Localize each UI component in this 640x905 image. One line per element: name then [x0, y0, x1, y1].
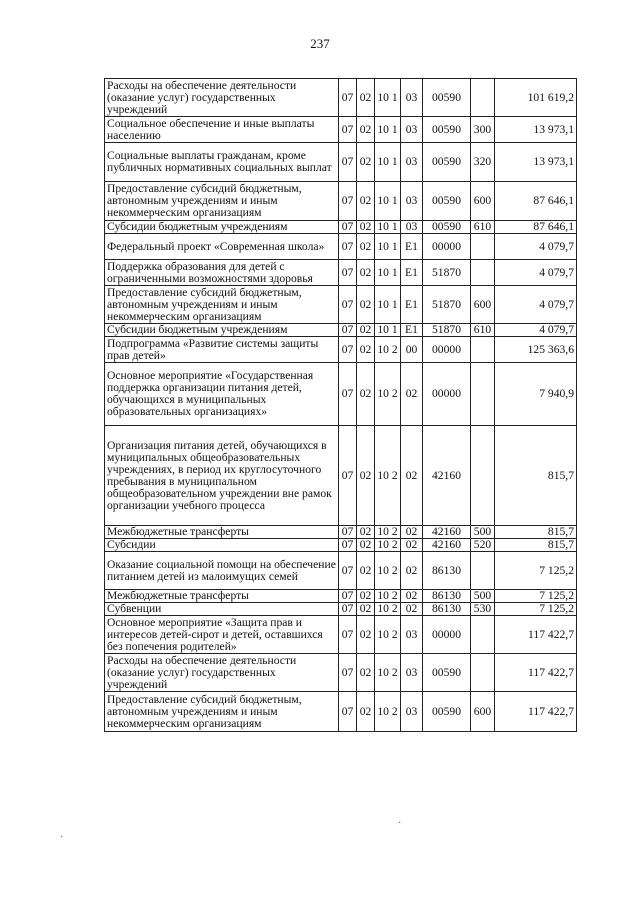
cell-csr2: E1 [401, 324, 423, 337]
cell-rz: 07 [339, 590, 357, 603]
cell-pr: 02 [357, 654, 375, 692]
cell-csr3: 00000 [423, 234, 471, 260]
cell-amount: 125 363,6 [495, 337, 577, 363]
cell-amount: 117 422,7 [495, 616, 577, 654]
cell-name: Субсидии бюджетным учреждениям [105, 221, 339, 234]
cell-pr: 02 [357, 590, 375, 603]
table-row [105, 363, 577, 426]
cell-csr3: 00590 [423, 654, 471, 692]
cell-csr1: 10 1 [375, 143, 401, 182]
cell-vr: 500 [471, 590, 495, 603]
cell-vr [471, 234, 495, 260]
cell-csr3: 00000 [423, 616, 471, 654]
cell-csr1: 10 2 [375, 603, 401, 616]
cell-vr: 610 [471, 324, 495, 337]
cell-vr: 500 [471, 526, 495, 539]
cell-csr2: 02 [401, 539, 423, 552]
table-row [105, 526, 577, 539]
cell-vr [471, 426, 495, 526]
cell-csr3: 86130 [423, 590, 471, 603]
cell-pr: 02 [357, 182, 375, 221]
cell-name: Субсидии бюджетным учреждениям [105, 324, 339, 337]
table-row [105, 260, 577, 286]
cell-amount: 815,7 [495, 426, 577, 526]
cell-pr: 02 [357, 426, 375, 526]
cell-pr: 02 [357, 286, 375, 324]
cell-rz: 07 [339, 143, 357, 182]
cell-csr1: 10 2 [375, 590, 401, 603]
cell-vr: 600 [471, 692, 495, 732]
cell-csr1: 10 1 [375, 117, 401, 143]
cell-vr [471, 654, 495, 692]
cell-rz: 07 [339, 616, 357, 654]
cell-csr2: 03 [401, 221, 423, 234]
cell-pr: 02 [357, 692, 375, 732]
cell-pr: 02 [357, 79, 375, 117]
table-row [105, 337, 577, 363]
cell-pr: 02 [357, 234, 375, 260]
cell-pr: 02 [357, 221, 375, 234]
cell-pr: 02 [357, 526, 375, 539]
cell-pr: 02 [357, 117, 375, 143]
cell-amount: 7 125,2 [495, 603, 577, 616]
cell-amount: 4 079,7 [495, 324, 577, 337]
cell-rz: 07 [339, 526, 357, 539]
cell-vr: 520 [471, 539, 495, 552]
cell-pr: 02 [357, 552, 375, 590]
cell-rz: 07 [339, 260, 357, 286]
cell-csr2: 03 [401, 692, 423, 732]
cell-rz: 07 [339, 324, 357, 337]
cell-name: Предоставление субсидий бюджетным, автономным учреждениям и иным некоммерческим организациям [105, 692, 339, 732]
cell-csr3: 86130 [423, 603, 471, 616]
table-row [105, 182, 577, 221]
cell-csr3: 00590 [423, 692, 471, 732]
cell-csr1: 10 2 [375, 539, 401, 552]
cell-csr2: 02 [401, 526, 423, 539]
cell-name: Основное мероприятие «Государственная поддержка организации питания детей, обучающихся в муниципальных образовательных организациях» [105, 363, 339, 426]
cell-rz: 07 [339, 182, 357, 221]
table-row [105, 221, 577, 234]
cell-pr: 02 [357, 143, 375, 182]
cell-amount: 4 079,7 [495, 234, 577, 260]
cell-csr3: 42160 [423, 426, 471, 526]
cell-csr2: 03 [401, 79, 423, 117]
cell-name: Поддержка образования для детей с ограниченными возможностями здоровья [105, 260, 339, 286]
cell-csr1: 10 1 [375, 260, 401, 286]
cell-amount: 117 422,7 [495, 692, 577, 732]
scan-dot: · [60, 832, 64, 843]
cell-csr2: 02 [401, 552, 423, 590]
cell-csr1: 10 2 [375, 616, 401, 654]
table-row [105, 552, 577, 590]
cell-amount: 101 619,2 [495, 79, 577, 117]
cell-amount: 815,7 [495, 539, 577, 552]
cell-vr: 530 [471, 603, 495, 616]
cell-pr: 02 [357, 616, 375, 654]
cell-csr3: 00590 [423, 143, 471, 182]
cell-pr: 02 [357, 337, 375, 363]
cell-amount: 7 125,2 [495, 590, 577, 603]
cell-name: Социальное обеспечение и иные выплаты населению [105, 117, 339, 143]
cell-amount: 7 940,9 [495, 363, 577, 426]
cell-name: Федеральный проект «Современная школа» [105, 234, 339, 260]
cell-rz: 07 [339, 654, 357, 692]
table-row [105, 324, 577, 337]
cell-csr1: 10 1 [375, 234, 401, 260]
cell-csr2: 03 [401, 143, 423, 182]
cell-csr2: 03 [401, 182, 423, 221]
cell-name: Межбюджетные трансферты [105, 526, 339, 539]
cell-csr2: 03 [401, 616, 423, 654]
cell-csr3: 00590 [423, 182, 471, 221]
cell-csr1: 10 1 [375, 79, 401, 117]
table-row [105, 117, 577, 143]
cell-csr1: 10 2 [375, 337, 401, 363]
cell-csr1: 10 2 [375, 426, 401, 526]
cell-vr [471, 616, 495, 654]
cell-csr2: E1 [401, 260, 423, 286]
cell-name: Предоставление субсидий бюджетным, автономным учреждениям и иным некоммерческим организациям [105, 286, 339, 324]
cell-amount: 13 973,1 [495, 143, 577, 182]
cell-amount: 117 422,7 [495, 654, 577, 692]
cell-csr3: 00000 [423, 363, 471, 426]
cell-name: Расходы на обеспечение деятельности (оказание услуг) государственных учреждений [105, 654, 339, 692]
cell-csr3: 51870 [423, 286, 471, 324]
cell-name: Оказание социальной помощи на обеспечение питанием детей из малоимущих семей [105, 552, 339, 590]
cell-vr: 300 [471, 117, 495, 143]
cell-vr [471, 337, 495, 363]
cell-rz: 07 [339, 426, 357, 526]
cell-csr1: 10 2 [375, 692, 401, 732]
cell-csr1: 10 2 [375, 552, 401, 590]
cell-rz: 07 [339, 234, 357, 260]
cell-csr1: 10 1 [375, 324, 401, 337]
cell-vr [471, 79, 495, 117]
cell-csr1: 10 1 [375, 182, 401, 221]
cell-vr [471, 260, 495, 286]
cell-amount: 815,7 [495, 526, 577, 539]
cell-name: Субсидии [105, 539, 339, 552]
budget-table [104, 78, 577, 732]
table-row [105, 426, 577, 526]
cell-csr2: 02 [401, 603, 423, 616]
cell-csr1: 10 2 [375, 363, 401, 426]
table-body [105, 79, 577, 732]
cell-csr3: 00000 [423, 337, 471, 363]
cell-rz: 07 [339, 552, 357, 590]
cell-pr: 02 [357, 363, 375, 426]
cell-csr2: 00 [401, 337, 423, 363]
cell-pr: 02 [357, 539, 375, 552]
cell-csr1: 10 1 [375, 286, 401, 324]
cell-pr: 02 [357, 260, 375, 286]
cell-pr: 02 [357, 603, 375, 616]
cell-rz: 07 [339, 363, 357, 426]
cell-name: Социальные выплаты гражданам, кроме публичных нормативных социальных выплат [105, 143, 339, 182]
cell-csr2: E1 [401, 234, 423, 260]
cell-csr3: 00590 [423, 117, 471, 143]
table-row [105, 692, 577, 732]
cell-vr: 600 [471, 286, 495, 324]
cell-amount: 87 646,1 [495, 182, 577, 221]
table-row [105, 234, 577, 260]
cell-rz: 07 [339, 603, 357, 616]
table-row [105, 603, 577, 616]
cell-name: Межбюджетные трансферты [105, 590, 339, 603]
table-row [105, 143, 577, 182]
table-row [105, 539, 577, 552]
cell-rz: 07 [339, 117, 357, 143]
table-row [105, 286, 577, 324]
cell-amount: 13 973,1 [495, 117, 577, 143]
cell-amount: 4 079,7 [495, 286, 577, 324]
cell-csr2: E1 [401, 286, 423, 324]
cell-pr: 02 [357, 324, 375, 337]
cell-name: Расходы на обеспечение деятельности (оказание услуг) государственных учреждений [105, 79, 339, 117]
table-row [105, 654, 577, 692]
cell-name: Основное мероприятие «Защита прав и интересов детей-сирот и детей, оставшихся без попечения родителей» [105, 616, 339, 654]
cell-name: Предоставление субсидий бюджетным, автономным учреждениям и иным некоммерческим организациям [105, 182, 339, 221]
cell-rz: 07 [339, 286, 357, 324]
cell-csr2: 03 [401, 654, 423, 692]
cell-vr [471, 363, 495, 426]
cell-rz: 07 [339, 221, 357, 234]
cell-csr2: 02 [401, 363, 423, 426]
cell-csr3: 86130 [423, 552, 471, 590]
table-row [105, 79, 577, 117]
cell-csr1: 10 2 [375, 526, 401, 539]
cell-rz: 07 [339, 692, 357, 732]
cell-vr: 320 [471, 143, 495, 182]
scan-dot: · [398, 818, 402, 829]
cell-csr2: 02 [401, 590, 423, 603]
cell-csr3: 42160 [423, 539, 471, 552]
cell-csr1: 10 2 [375, 654, 401, 692]
page-number: 237 [310, 36, 330, 51]
cell-amount: 87 646,1 [495, 221, 577, 234]
cell-amount: 7 125,2 [495, 552, 577, 590]
cell-csr3: 51870 [423, 260, 471, 286]
cell-csr3: 00590 [423, 79, 471, 117]
cell-csr3: 00590 [423, 221, 471, 234]
cell-csr3: 42160 [423, 526, 471, 539]
cell-csr3: 51870 [423, 324, 471, 337]
cell-rz: 07 [339, 539, 357, 552]
cell-csr1: 10 1 [375, 221, 401, 234]
table-row [105, 590, 577, 603]
cell-rz: 07 [339, 79, 357, 117]
table-row [105, 616, 577, 654]
cell-name: Организация питания детей, обучающихся в муниципальных общеобразовательных учреждениях, в период их круглосуточного пребывания в муниципальном общеобразовательном учреждении вне рамок организации учебного процесса [105, 426, 339, 526]
cell-vr: 600 [471, 182, 495, 221]
cell-rz: 07 [339, 337, 357, 363]
cell-name: Субвенции [105, 603, 339, 616]
cell-amount: 4 079,7 [495, 260, 577, 286]
cell-vr: 610 [471, 221, 495, 234]
cell-vr [471, 552, 495, 590]
cell-csr2: 02 [401, 426, 423, 526]
cell-csr2: 03 [401, 117, 423, 143]
cell-name: Подпрограмма «Развитие системы защиты прав детей» [105, 337, 339, 363]
